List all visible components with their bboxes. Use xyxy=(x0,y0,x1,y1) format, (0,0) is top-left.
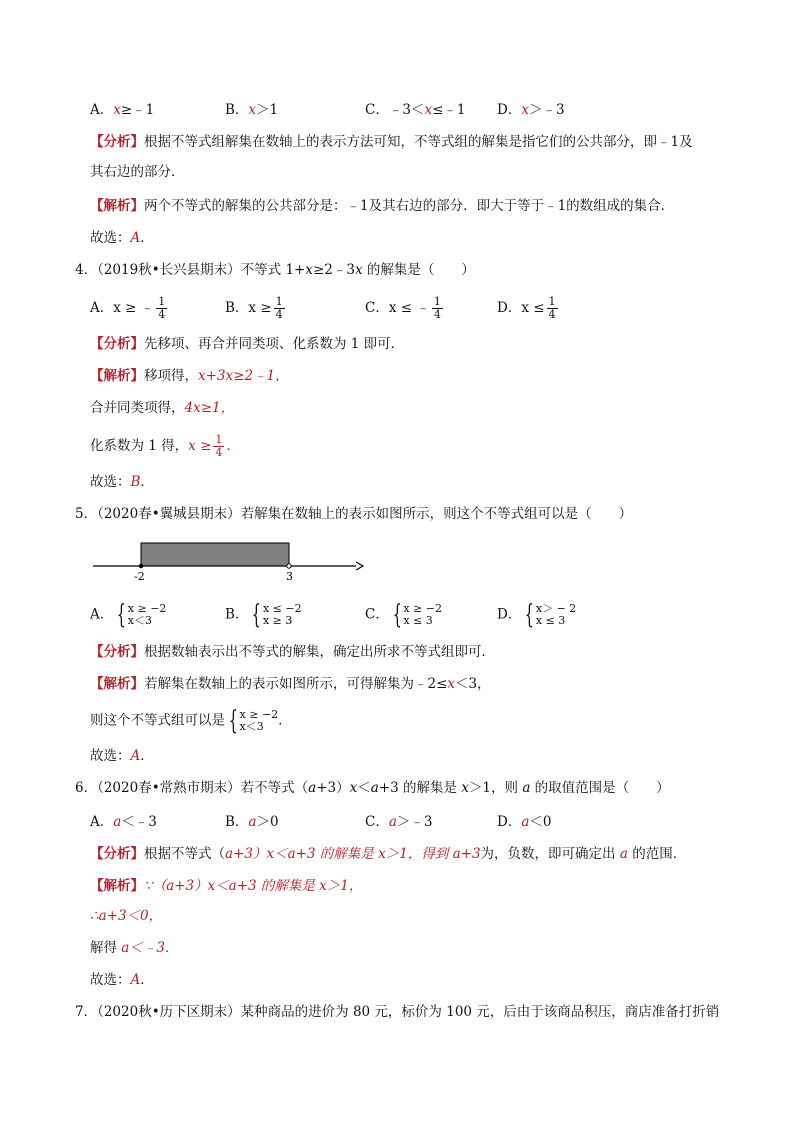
q3-option-a: A．x≥﹣1 xyxy=(90,102,155,118)
fraction: $\frac{1}{4}$ xyxy=(275,295,283,321)
tick-label-right: 3 xyxy=(286,570,293,583)
q6-analysis: 【分析】根据不等式（a+3）x＜a+3 的解集是 x＞1，得到 a+3为，负数，即可确定出 a 的范围． xyxy=(90,846,687,862)
number-line-figure xyxy=(90,538,380,588)
q5-analysis: 【分析】根据数轴表示出不等式的解集，确定出所求不等式组即可． xyxy=(90,644,495,660)
q6-option-a: A．a＜﹣3 xyxy=(90,814,157,830)
q4-answer: 故选：B． xyxy=(90,474,154,490)
q3-option-b: B．x＞1 xyxy=(225,102,279,118)
q3-solution: 【解析】两个不等式的解集的公共部分是：﹣1及其右边的部分．即大于等于﹣1的数组成的集合． xyxy=(90,198,675,214)
q5-answer: 故选：A． xyxy=(90,748,154,764)
fraction: $\frac{1}{4}$ xyxy=(433,295,441,321)
q6-stem: 6．（2020春•常熟市期末）若不等式（a+3）x＜a+3 的解集是 x＞1，则 a 的取值范围是（ ） xyxy=(75,780,670,796)
solution-interval-fill xyxy=(141,543,289,566)
q5-option-d: D． { x＞ − 2 x ≤ 3 xyxy=(497,600,577,630)
arrow-head-icon xyxy=(356,562,363,570)
q5-conclusion: 则这个不等式组可以是 { x ≥ −2 x＜3 ． xyxy=(90,706,292,736)
fraction: $\frac{1}{4}$ xyxy=(215,433,223,459)
inequality-system: { x ≥ −2 x＜3 xyxy=(116,600,167,630)
q4-solution-step1: 【解析】移项得，x+3x≥2﹣1， xyxy=(90,368,289,384)
q4-option-d: D．x ≤ $\frac{1}{4}$ xyxy=(497,295,556,321)
q6-option-d: D．a＜0 xyxy=(497,814,552,830)
q5-option-b: B． { x ≤ −2 x ≥ 3 xyxy=(225,600,302,630)
q6-therefore: ∴a+3＜0， xyxy=(90,908,163,924)
brace-icon: { xyxy=(525,600,535,630)
tick-label-left: -2 xyxy=(134,570,145,583)
q4-solution-step2: 合并同类项得，4x≥1， xyxy=(90,400,235,416)
q4-solution-step3: 化系数为 1 得，x ≥ $\frac{1}{4}$ ． xyxy=(90,433,240,459)
q4-option-a: A．x ≥ ﹣ $\frac{1}{4}$ xyxy=(90,295,166,321)
right-endpoint-dot xyxy=(287,564,291,568)
q3-option-d: D．x＞﹣3 xyxy=(497,102,565,118)
q3-answer: 故选：A． xyxy=(90,230,154,246)
inequality-system: { x ≤ −2 x ≥ 3 xyxy=(252,600,302,630)
brace-icon: { xyxy=(392,600,402,630)
brace-icon: { xyxy=(228,706,238,736)
q5-option-a: A． { x ≥ −2 x＜3 xyxy=(90,600,167,630)
q6-solve: 解得 a＜﹣3． xyxy=(90,940,179,956)
q6-option-c: C．a＞﹣3 xyxy=(365,814,433,830)
brace-icon: { xyxy=(252,600,262,630)
inequality-system: { x ≥ −2 x＜3 xyxy=(228,706,279,736)
q3-analysis-line1: 【分析】根据不等式组解集在数轴上的表示方法可知，不等式组的解集是指它们的公共部分，即﹣1及 xyxy=(90,134,693,150)
q4-analysis: 【分析】先移项、再合并同类项、化系数为 1 即可． xyxy=(90,336,405,352)
q5-option-c: C． { x ≥ −2 x ≤ 3 xyxy=(365,600,443,630)
q6-solution: 【解析】∵（a+3）x＜a+3 的解集是 x＞1， xyxy=(90,878,363,894)
inequality-system: { x ≥ −2 x ≤ 3 xyxy=(392,600,443,630)
q7-stem: 7．（2020秋•历下区期末）某种商品的进价为 80 元，标价为 100 元，后由于该商品积压，商店准备打折销 xyxy=(75,1004,720,1020)
fraction: $\frac{1}{4}$ xyxy=(548,295,556,321)
q5-stem: 5．（2020春•翼城县期末）若解集在数轴上的表示如图所示，则这个不等式组可以是（ ） xyxy=(75,506,633,522)
q6-option-b: B．a＞0 xyxy=(225,814,279,830)
q6-answer: 故选：A． xyxy=(90,972,154,988)
q3-option-c: C．﹣3＜x≤﹣1 xyxy=(365,102,466,118)
inequality-system: { x＞ − 2 x ≤ 3 xyxy=(525,600,577,630)
q4-option-c: C．x ≤ ﹣ $\frac{1}{4}$ xyxy=(365,295,441,321)
q4-option-b: B．x ≥ $\frac{1}{4}$ xyxy=(225,295,283,321)
q3-analysis-line2: 其右边的部分． xyxy=(90,164,185,180)
left-endpoint-dot xyxy=(139,564,143,568)
q5-solution: 【解析】若解集在数轴上的表示如图所示，可得解集为﹣2≤x＜3， xyxy=(90,676,491,692)
brace-icon: { xyxy=(116,600,127,630)
fraction: $\frac{1}{4}$ xyxy=(158,295,166,321)
q4-stem: 4．（2019秋•长兴县期末）不等式 1+x≥2﹣3x 的解集是（ ） xyxy=(75,262,475,278)
